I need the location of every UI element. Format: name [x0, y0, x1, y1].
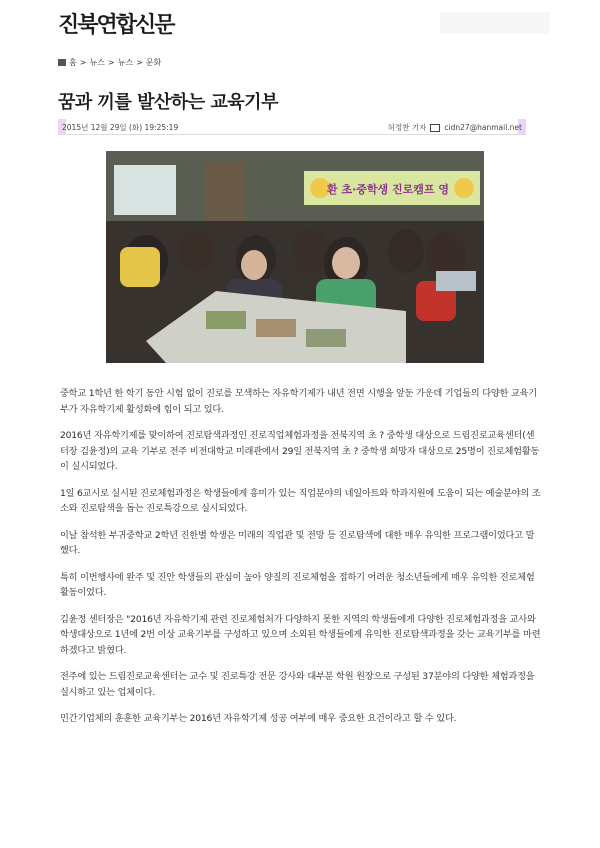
- photo-banner: [304, 171, 480, 205]
- article-paragraph: 이날 참석한 부귀중학교 2학년 진한별 학생은 미래의 직업관 및 전망 등 진로탐색에 대한 매우 유익한 프로그램이었다고 말했다.: [60, 529, 535, 556]
- article-paragraph: 2016년 자유학기제를 맞이하여 진로탐색과정인 진로직업체험과정을 전북지역 초 ? 중학생 대상으로 드림진로교육센터(센터장 김윤정)의 교육 기부로 전주 비전대학교 미래관에서 29일 전북지역 초 ? 중학생 희망자 대상으로 25명이 진로체험활동이 실시되었다.: [60, 430, 540, 472]
- article-photo: [106, 151, 484, 363]
- breadcrumb-separator: >: [79, 58, 87, 67]
- article-byline: [388, 122, 522, 133]
- article-paragraph: 1일 6교시로 실시된 진로체험과정은 학생들에게 흥미가 있는 직업분야의 네일아트와 학과지원에 도움이 되는 예술분야의 조소와 진로탐색을 돕는 진로특강으로 실시되었다.: [60, 487, 541, 514]
- breadcrumb-separator: >: [136, 58, 143, 67]
- mail-icon[interactable]: [430, 124, 440, 132]
- article-title: 꿈과 끼를 발산하는 교육기부: [58, 92, 278, 113]
- article-paragraph: 중학교 1학년 한 학기 동안 시험 없이 진로를 모색하는 자유학기제가 내년 전면 시행을 앞둔 가운데 기업들의 다양한 교육기부가 자유학기제 활성화에 힘이 되고 있다.: [60, 388, 537, 415]
- article-paragraph: 김윤정 센터장은 "2016년 자유학기제 관련 진로체험처가 다양하지 못한 지역의 학생들에게 다양한 진로체험과정을 교사와 학생대상으로 1년에 2번 이상 교육기부를 구성하고 있으며 소외된 학생들에게 유익한 진로탐색과정을 갖는 교육기부를 마련하겠다고 밝혔다.: [60, 613, 541, 656]
- scan-smudge: [440, 12, 550, 34]
- breadcrumb-home[interactable]: 홈: [69, 58, 77, 67]
- newspaper-logo[interactable]: 진북연합신문: [58, 13, 174, 38]
- reporter-email[interactable]: cidn27@hanmail.net: [444, 123, 522, 132]
- breadcrumb-separator: >: [107, 58, 115, 67]
- breadcrumb: [58, 57, 161, 68]
- photo-window: [114, 165, 176, 215]
- banner-text: 환 초·중학생 진로캠프 영: [327, 183, 449, 196]
- breadcrumb-news[interactable]: 뉴스: [89, 58, 105, 67]
- article-paragraph: 특히 이번행사에 완주 및 진안 학생들의 관심이 높아 양질의 진로체험을 접하기 어려운 청소년들에게 매우 유익한 진로체험 활동이었다.: [60, 571, 535, 598]
- article-date: 2015년 12월 29일 (화) 19:25:19: [62, 123, 179, 132]
- photo-door: [206, 161, 246, 221]
- article-meta: [58, 118, 526, 135]
- article-body: [60, 386, 542, 738]
- article-paragraph: 전주에 있는 드림진로교육센터는 교수 및 진로특강 전문 강사와 대부분 학원 원장으로 구성된 37분야의 다양한 체험과정을 실시하고 있는 업체이다.: [60, 671, 535, 698]
- article-paragraph: 민간기업체의 훈훈한 교육기부는 2016년 자유학기제 성공 여부에 매우 중요한 요건이라고 할 수 있다.: [60, 713, 457, 724]
- home-icon[interactable]: [58, 59, 66, 66]
- breadcrumb-culture[interactable]: 문화: [145, 58, 162, 67]
- reporter-name: 허정찬 기자: [387, 123, 427, 132]
- breadcrumb-news-sub[interactable]: 뉴스: [117, 58, 134, 67]
